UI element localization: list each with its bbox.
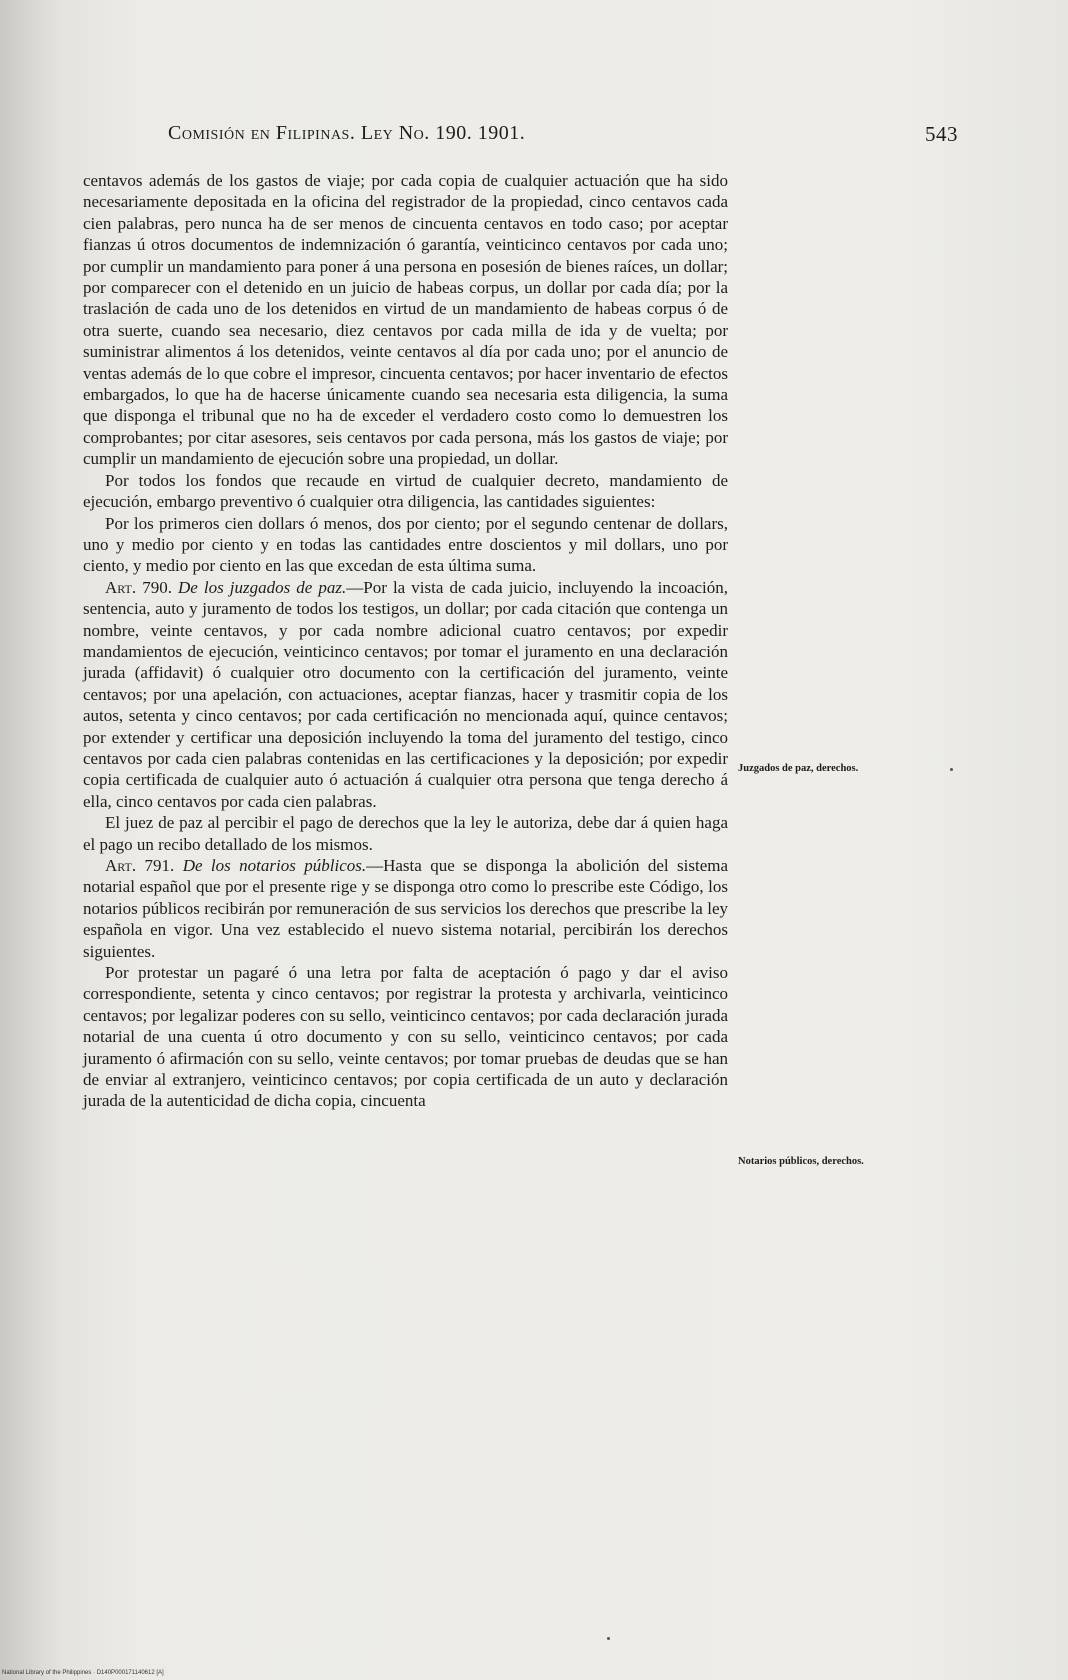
paragraph-receipt: El juez de paz al percibir el pago de derechos que la ley le autoriza, debe dar á quien haga el pago un recibo detallado de los mismos. (83, 813, 728, 854)
paragraph-percentages: Por los primeros cien dollars ó menos, dos por ciento; por el segundo centenar de dollars, uno y medio por ciento y en todas las cantidades entre doscientos y mil dollars, uno por ciento, y medio por ciento en las que excedan de esta última suma. (83, 513, 728, 576)
running-head-title: Comisión en Filipinas. Ley No. 190. 1901. (168, 122, 526, 144)
article-791-label: Art. 791. (105, 856, 175, 875)
running-head (168, 122, 958, 145)
paragraph-fees-continued: centavos además de los gastos de viaje; por cada copia de cualquier actuación que ha sido necesariamente depositada en la oficina del registrador de la propiedad, cinco centavos cada cien palabras, pero nunca ha de ser menos de cincuenta centavos en todo caso; por aceptar fianzas ú otros documentos de indemnización ó garantía, veinticinco centavos por cada uno; por cumplir un mandamiento para poner á una persona en posesión de bienes raíces, un dollar; por comparecer con el detenido en un juicio de habeas corpus, un dollar por cada día; por la traslación de cada uno de los detenidos en virtud de un mandamiento de habeas corpus ó de otra suerte, cuando sea necesario, diez centavos por cada milla de ida y de vuelta; por suministrar alimentos á los detenidos, veinte centavos al día por cada uno; por el anuncio de ventas además de lo que cobre el impresor, cincuenta centavos; por hacer inventario de efectos embargados, lo que ha de hacerse únicamente cuando sea necesaria esta diligencia, la suma que disponga el tribunal que no ha de exceder el verdadero costo como lo demuestren los comprobantes; por citar asesores, seis centavos por cada persona, más los gastos de viaje; por cumplir un mandamiento de ejecución sobre una propiedad, un dollar. (83, 171, 728, 469)
article-791 (83, 855, 728, 962)
article-790 (83, 577, 728, 812)
paragraph-notary-fees: Por protestar un pagaré ó una letra por falta de aceptación ó pago y dar el aviso correspondiente, setenta y cinco centavos; por registrar la protesta y archivarla, veinticinco centavos; por legalizar poderes con su sello, veinticinco centavos; por cada declaración jurada notarial de una cuenta ú otro documento y con su sello, veinticinco centavos; por cada juramento ó afirmación con su sello, veinte centavos; por tomar pruebas de deudas que se han de enviar al extranjero, veinticinco centavos; por copia certificada de un auto y declaración jurada de la autenticidad de dicha copia, cincuenta (83, 963, 728, 1111)
paragraph-collected-funds: Por todos los fondos que recaude en virtud de cualquier decreto, mandamiento de ejecución, embargo preventivo ó cualquier otra diligencia, las cantidades siguientes: (83, 470, 728, 512)
margin-note-notarios: Notarios públicos, derechos. (738, 1156, 864, 1167)
scan-footer: National Library of the Philippines · D140P000171140612 [A] (2, 1670, 164, 1676)
scan-speck (950, 768, 953, 771)
article-791-heading: De los notarios públicos. (182, 856, 367, 875)
article-790-text: —Por la vista de cada juicio, incluyendo la incoación, sentencia, auto y juramento de todos los testigos, un dollar; por cada citación que contenga un nombre, veinte centavos, y por cada nombre adicional cuatro centavos; por expedir mandamientos de ejecución, veinticinco centavos; por tomar el juramento en una declaración jurada (affidavit) ó cualquier otro documento con la certificación del juramento, veinte centavos; por una apelación, con actuaciones, aceptar fianzas, hacer y trasmitir copia de los autos, setenta y cinco centavos; por cada certificación no mencionada aquí, quince centavos; por extender y certificar una deposición incluyendo la toma del juramento del testigo, cinco centavos por cada cien palabras contenidas en las certificaciones y la deposición; por expedir copia certificada de cualquier auto ó actuación á cualquier otra persona que tenga derecho á ella, cinco centavos por cada cien palabras. (83, 577, 729, 811)
body-text (83, 170, 728, 1112)
article-790-heading: De los juzgados de paz. (178, 577, 347, 597)
page-number: 543 (925, 122, 958, 146)
article-790-label: Art. 790. (105, 577, 172, 597)
margin-note-juzgados: Juzgados de paz, derechos. (738, 763, 859, 774)
scan-speck (607, 1637, 610, 1640)
article-791-text: —Hasta que se disponga la abolición del sistema notarial español que por el presente rige y se disponga otro como lo prescribe este Código, los notarios públicos recibirán por remuneración de sus servicios los derechos que prescribe la ley española en vigor. Una vez establecido el nuevo sistema notarial, percibirán los derechos siguientes. (83, 856, 729, 961)
